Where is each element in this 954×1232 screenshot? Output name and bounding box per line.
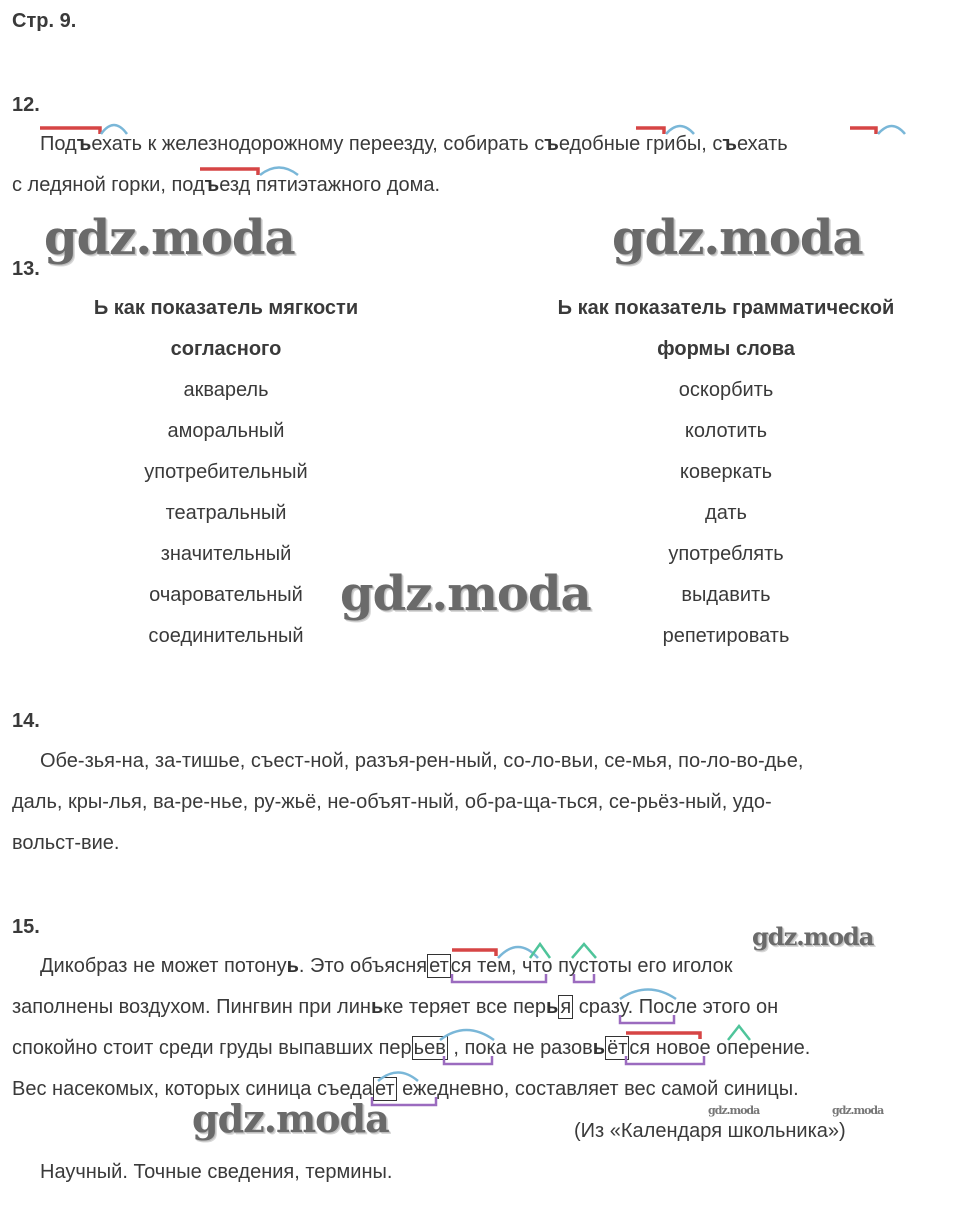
watermark-logo: gdz.moda xyxy=(752,922,874,951)
watermark-logo: gdz.moda xyxy=(708,1104,760,1117)
word-item: дать xyxy=(705,502,747,524)
watermark-logo: gdz.moda xyxy=(832,1104,884,1117)
watermark-logo: gdz.moda xyxy=(44,210,295,266)
exercise-14-number: 14. xyxy=(12,710,40,732)
word-item: репетировать xyxy=(662,625,790,647)
column-header: формы слова xyxy=(657,338,795,360)
exercise-15-line-4: Вес насекомых, которых синица съеда ет ежедневно, составляет вес самой синицы. xyxy=(12,1078,799,1100)
word-item: коверкать xyxy=(679,461,773,483)
word-item: очаровательный xyxy=(149,584,303,606)
exercise-15-line-3: спокойно стоит среди груды выпавших пер ьев , пока не разовь ёт ся новое оперение. xyxy=(12,1037,811,1059)
exercise-14-line-2: даль, кры-лья, ва-ре-нье, ру-жьё, не-объят-ный, об-ра-ща-ться, се-рьёз-ный, удо- xyxy=(12,791,772,813)
text-source: (Из «Календаря школьника») xyxy=(574,1120,846,1142)
exercise-12-line-1: Подъехать к железнодорожному переезду, собирать съедобные грибы, съехать xyxy=(40,133,788,155)
exercise-13-number: 13. xyxy=(12,258,40,280)
watermark-logo: gdz.moda xyxy=(612,210,863,266)
word-item: выдавить xyxy=(681,584,771,606)
column-header: Ь как показатель грамматической xyxy=(557,297,895,319)
soft-sign-grammar-column xyxy=(516,288,936,657)
word-item: акварель xyxy=(183,379,269,401)
soft-sign-softness-column xyxy=(16,288,436,657)
word-item: значительный xyxy=(160,543,292,565)
exercise-15-answer: Научный. Точные сведения, термины. xyxy=(40,1161,393,1183)
exercise-12-line-2: с ледяной горки, подъезд пятиэтажного дома. xyxy=(12,174,441,196)
word-item: употребительный xyxy=(144,461,308,483)
word-item: соединительный xyxy=(148,625,304,647)
column-header: Ь как показатель мягкости xyxy=(93,297,359,319)
column-header: согласного xyxy=(170,338,282,360)
exercise-14-line-3: вольст-вие. xyxy=(12,832,120,854)
word-item: употреблять xyxy=(668,543,784,565)
exercise-14-line-1: Обе-зья-на, за-тишье, съест-ной, разъя-рен-ный, со-ло-вьи, се-мья, по-ло-во-дье, xyxy=(40,750,804,772)
word-item: аморальный xyxy=(167,420,285,442)
word-item: театральный xyxy=(165,502,287,524)
exercise-15-number: 15. xyxy=(12,916,40,938)
watermark-logo: gdz.moda xyxy=(192,1096,389,1141)
exercise-12-number: 12. xyxy=(12,94,40,116)
exercise-15-line-2: заполнены воздухом. Пингвин при линьке теряет все перь я сразу. После этого он xyxy=(12,996,779,1018)
word-item: оскорбить xyxy=(678,379,774,401)
exercise-15-line-1: Дикобраз не может потонуь. Это объясня ет ся тем, что пустоты его иголок xyxy=(40,955,733,977)
word-item: колотить xyxy=(684,420,768,442)
watermark-logo: gdz.moda xyxy=(340,566,591,622)
page-label: Стр. 9. xyxy=(12,10,77,32)
